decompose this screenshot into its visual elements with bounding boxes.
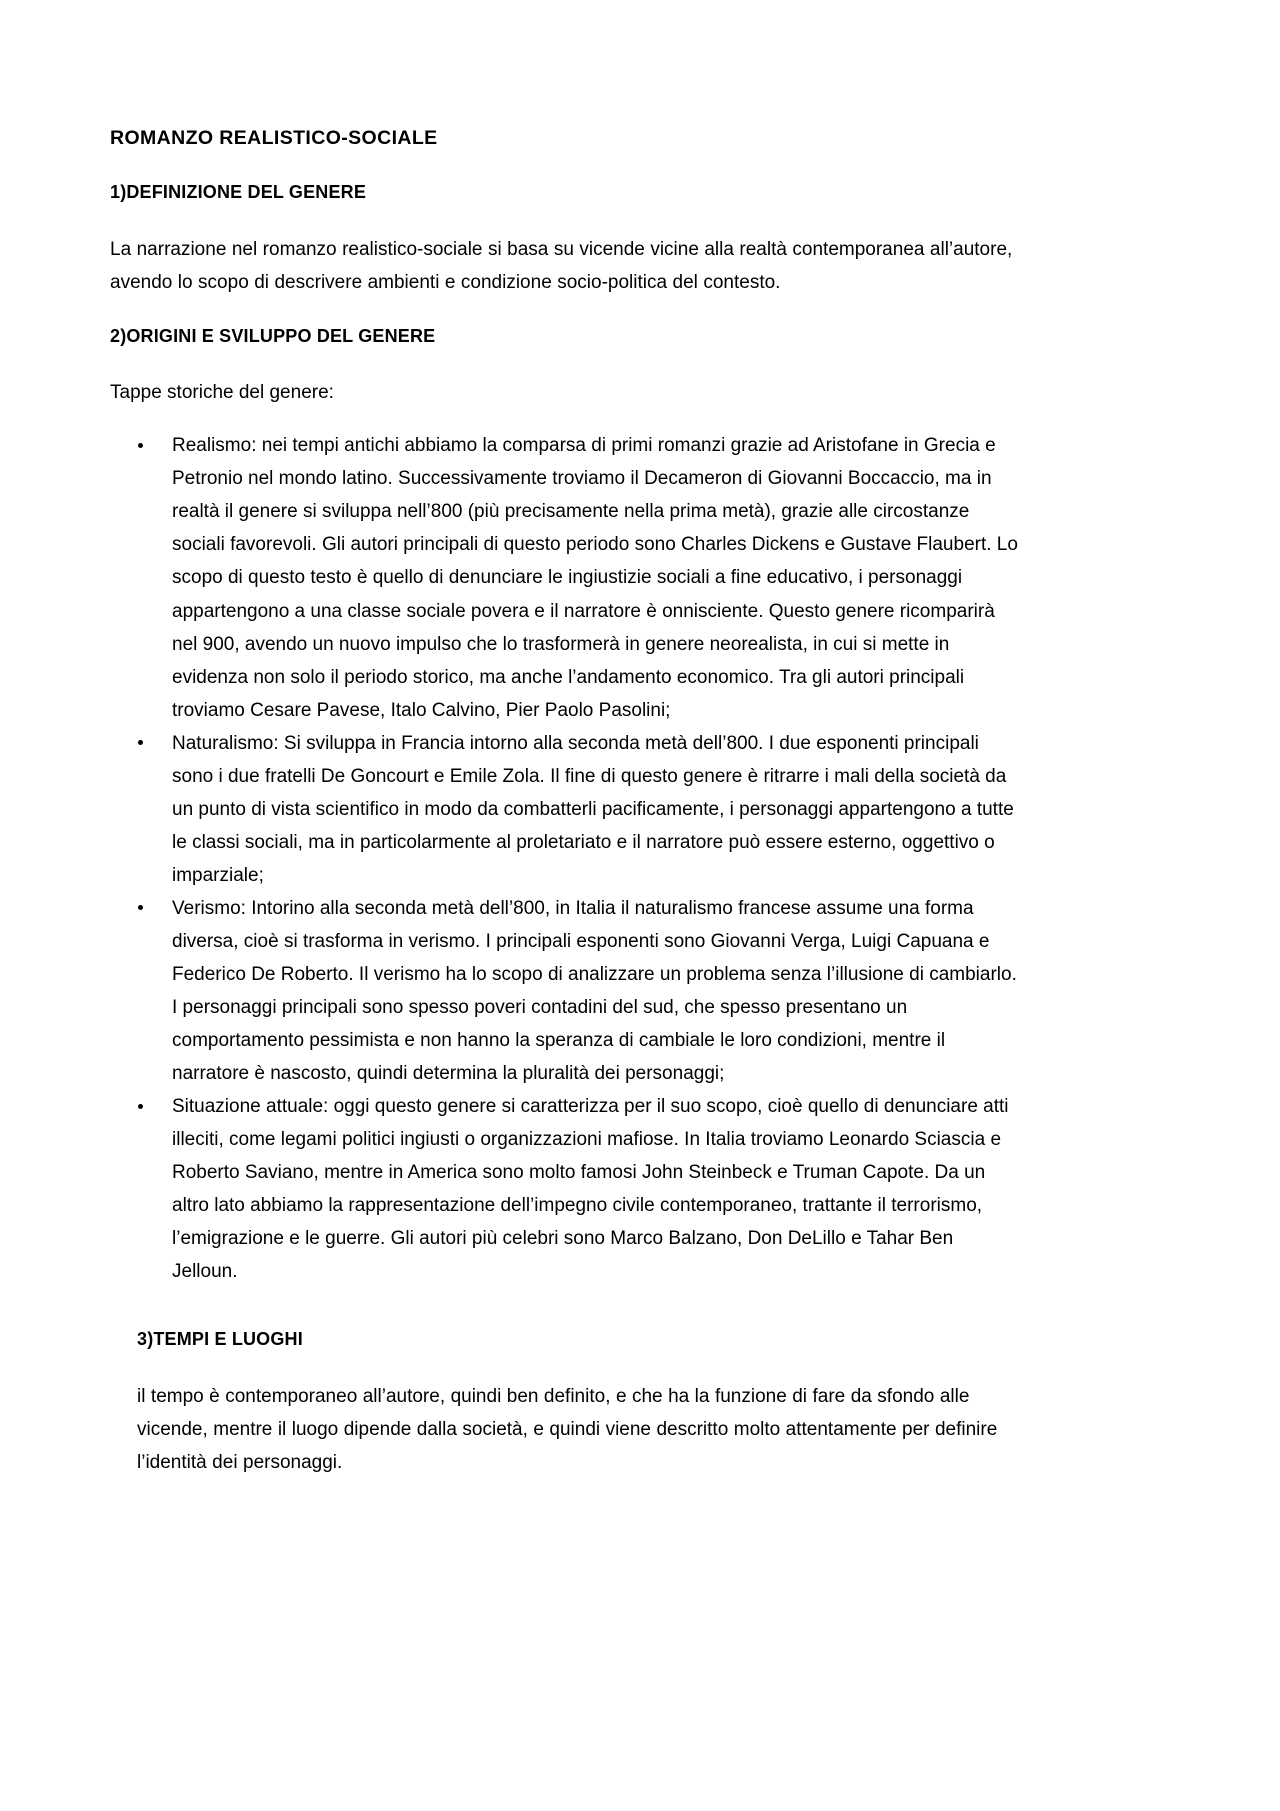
section-heading-tempi-e-luoghi: 3)TEMPI E LUOGHI xyxy=(137,1329,303,1350)
paragraph-tempi-e-luoghi: il tempo è contemporaneo all’autore, quindi ben definito, e che ha la funzione di fare da sfondo alle vicende, mentre il luogo dipende dalla società, e quindi viene descritto molto attentamente per definire l’identità dei personaggi. xyxy=(137,1385,998,1473)
paragraph-definizione: La narrazione nel romanzo realistico-sociale si basa su vicende vicine alla realtà contemporanea all’autore, avendo lo scopo di descrivere ambienti e condizione socio-politica del contesto. xyxy=(110,238,1013,293)
lead-in-tappe-storiche: Tappe storiche del genere: xyxy=(110,382,334,404)
list-item xyxy=(110,429,1018,726)
bullet-dot-icon xyxy=(138,905,143,910)
bullet-dot-icon xyxy=(138,740,143,745)
spacer xyxy=(110,1314,1018,1328)
list-item xyxy=(110,892,1018,1090)
page-title: ROMANZO REALISTICO-SOCIALE xyxy=(110,127,438,149)
list-item-text: Situazione attuale: oggi questo genere si caratterizza per il suo scopo, cioè quello di denunciare atti illeciti, come legami politici ingiusti o organizzazioni mafiose. In Italia troviamo Leonardo Sciascia e Roberto Saviano, mentre in America sono molto famosi John Steinbeck e Truman Capote. Da un altro lato abbiamo la rappresentazione dell’impegno civile contemporaneo, trattante il terrorismo, l’emigrazione e le guerre. Gli autori più celebri sono Marco Balzano, Don DeLillo e Tahar Ben Jelloun. xyxy=(172,1096,1009,1283)
bullet-dot-icon xyxy=(138,1104,143,1109)
section-heading-definizione: 1)DEFINIZIONE DEL GENERE xyxy=(110,182,367,203)
list-item-text: Verismo: Intorino alla seconda metà dell’800, in Italia il naturalismo francese assume una forma diversa, cioè si trasforma in verismo. I principali esponenti sono Giovanni Verga, Luigi Capuana e Federico De Roberto. Il verismo ha lo scopo di analizzare un problema senza l’illusione di cambiarlo. I personaggi principali sono spesso poveri contadini del sud, che spesso presentano un comportamento pessimista e non hanno la speranza di cambiale le loro condizioni, mentre il narratore è nascosto, quindi determina la pluralità dei personaggi; xyxy=(172,897,1017,1085)
list-item xyxy=(110,727,1018,892)
list-item-text: Naturalismo: Si sviluppa in Francia intorno alla seconda metà dell’800. I due esponenti principali sono i due fratelli De Goncourt e Emile Zola. Il fine di questo genere è ritrarre i mali della società da un punto di vista scientifico in modo da combatterli pacificamente, i personaggi appartengono a tutte le classi sociali, ma in particolarmente al proletariato e il narratore può essere esterno, oggettivo o imparziale; xyxy=(172,732,1014,886)
list-item xyxy=(110,1090,1018,1288)
bullet-dot-icon xyxy=(138,443,143,448)
tappe-storiche-list xyxy=(110,429,1018,1288)
list-item-text: Realismo: nei tempi antichi abbiamo la comparsa di primi romanzi grazie ad Aristofane in Grecia e Petronio nel mondo latino. Successivamente troviamo il Decameron di Giovanni Boccaccio, ma in realtà il genere si sviluppa nell’800 (più precisamente nella prima metà), grazie alle circostanze sociali favorevoli. Gli autori principali di questo periodo sono Charles Dickens e Gustave Flaubert. Lo scopo di questo testo è quello di denunciare le ingiustizie sociali a fine educativo, i personaggi appartengono a una classe sociale povera e il narratore è onnisciente. Questo genere ricomparirà nel 900, avendo un nuovo impulso che lo trasformerà in genere neorealista, in cui si mette in evidenza non solo il periodo storico, ma anche l’andamento economico. Tra gli autori principali troviamo Cesare Pavese, Italo Calvino, Pier Paolo Pasolini; xyxy=(172,435,1018,721)
section-heading-origini: 2)ORIGINI E SVILUPPO DEL GENERE xyxy=(110,325,436,346)
